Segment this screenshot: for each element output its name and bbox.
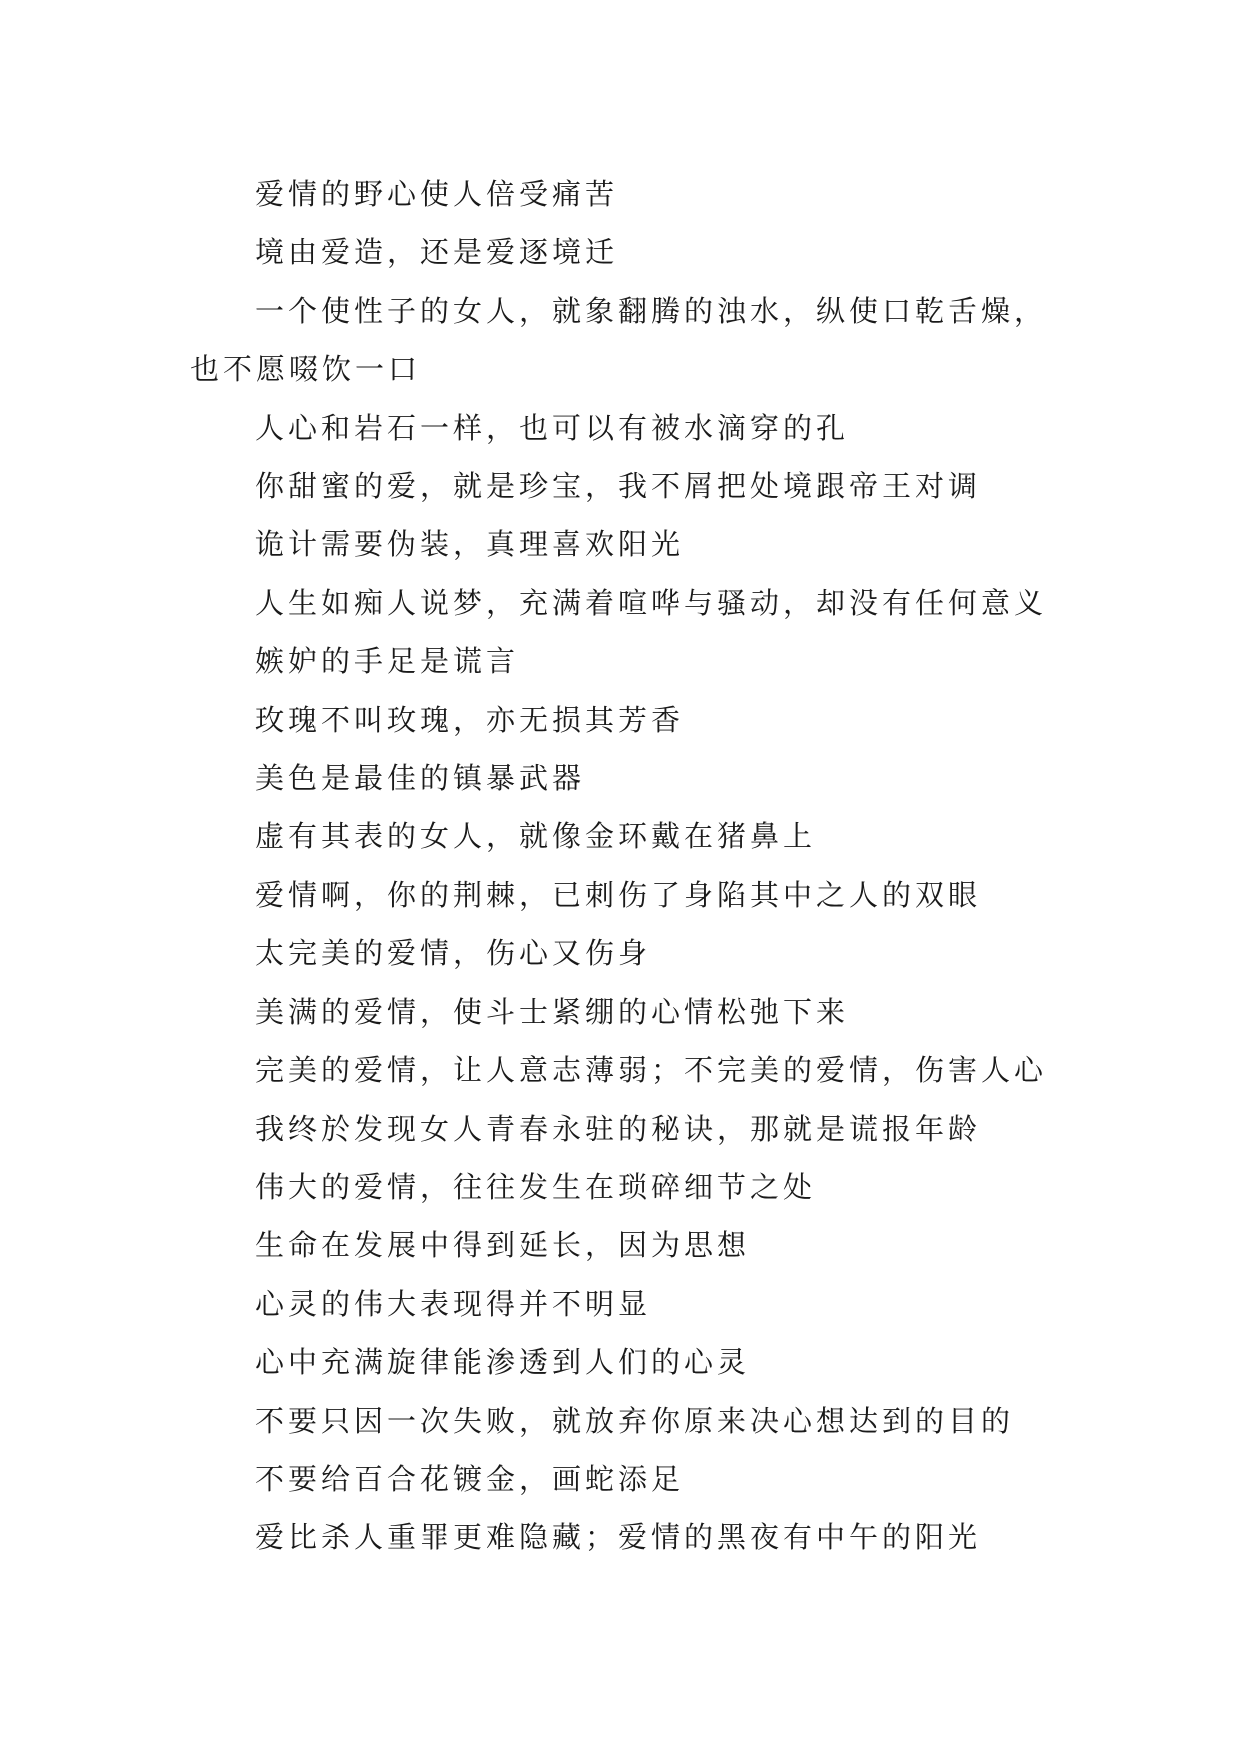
quote-line-1: 爱情的野心使人倍受痛苦 [255, 177, 619, 211]
quote-line-16: 我终於发现女人青春永驻的秘诀，那就是谎报年龄 [255, 1111, 982, 1146]
quote-line-18: 生命在发展中得到延长，因为思想 [255, 1228, 751, 1263]
quote-line-3: 一个使性子的女人，就象翻腾的浊水，纵使口乾舌燥，也不愿啜饮一口 [190, 293, 1048, 387]
quote-line-19: 心灵的伟大表现得并不明显 [255, 1286, 652, 1321]
quote-line-4: 人心和岩石一样，也可以有被水滴穿的孔 [255, 410, 850, 445]
quote-line-11: 虚有其表的女人，就像金环戴在猪鼻上 [255, 819, 817, 854]
quote-line-2: 境由爱造，还是爱逐境迁 [255, 235, 619, 270]
quote-line-6: 诡计需要伪装，真理喜欢阳光 [255, 527, 685, 562]
quote-line-22: 不要给百合花镀金，画蛇添足 [255, 1461, 685, 1496]
quote-line-7: 人生如痴人说梦，充满着喧哗与骚动，却没有任何意义 [255, 585, 1048, 620]
quote-line-14: 美满的爱情，使斗士紧绷的心情松弛下来 [255, 994, 850, 1029]
quote-line-5: 你甜蜜的爱，就是珍宝，我不屑把处境跟帝王对调 [255, 469, 982, 504]
quote-line-8: 嫉妒的手足是谎言 [255, 644, 520, 679]
quote-line-13: 太完美的爱情，伤心又伤身 [255, 936, 652, 971]
quote-line-21: 不要只因一次失败，就放弃你原来决心想达到的目的 [255, 1403, 1015, 1438]
quote-line-9: 玫瑰不叫玫瑰，亦无损其芳香 [255, 702, 685, 737]
quote-line-20: 心中充满旋律能渗透到人们的心灵 [255, 1345, 751, 1380]
quote-line-10: 美色是最佳的镇暴武器 [255, 761, 586, 796]
quote-line-15: 完美的爱情，让人意志薄弱；不完美的爱情，伤害人心 [255, 1053, 1048, 1088]
quote-line-17: 伟大的爱情，往往发生在琐碎细节之处 [255, 1169, 817, 1204]
quote-line-12: 爱情啊，你的荆棘，已刺伤了身陷其中之人的双眼 [255, 877, 982, 912]
quote-line-23: 爱比杀人重罪更难隐藏；爱情的黑夜有中午的阳光 [255, 1520, 982, 1555]
